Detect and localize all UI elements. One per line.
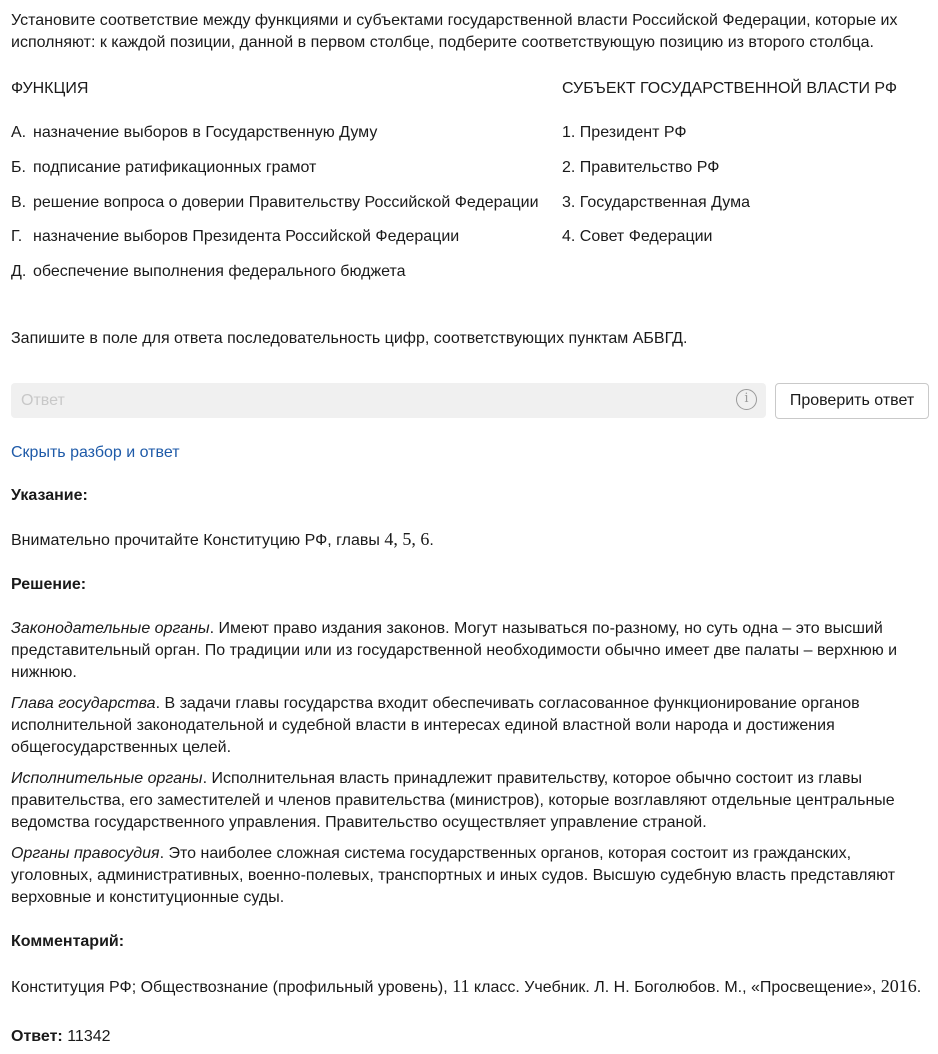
solution-term: Исполнительные органы xyxy=(11,770,203,787)
subjects-column-header: СУБЪЕКТ ГОСУДАРСТВЕННОЙ ВЛАСТИ РФ xyxy=(562,80,898,97)
solution-text: . Исполнительная власть принадлежит правительству, которое обычно состоит из главы правительства, его заместителей и членов правительства (министров), которые возглавляют отдельные центральные ведомства государственного управления. Правительство осуществляет управление страной. xyxy=(11,770,895,831)
solution-paragraph-executive xyxy=(11,768,923,834)
answer-instruction: Запишите в поле для ответа последовательность цифр, соответствующих пунктам АБВГД. xyxy=(11,330,688,347)
subject-item-3: 3. Государственная Дума xyxy=(562,194,751,211)
answer-field xyxy=(11,383,766,418)
function-letter: Д. xyxy=(11,263,27,280)
subject-item-1: 1. Президент РФ xyxy=(562,124,687,141)
function-text: назначение выборов в Государственную Думу xyxy=(33,124,378,141)
solution-text: . Имеют право издания законов. Могут называться по-разному, но суть одна – это высший представительный орган. По традиции или из государственной необходимости обычно имеет две палаты – верхнюю и нижнюю. xyxy=(11,620,898,681)
hint-chapters: 4, 5, 6 xyxy=(384,529,430,549)
function-letter: В. xyxy=(11,194,27,211)
comment-grade: 11 xyxy=(452,976,470,996)
comment-label: Комментарий: xyxy=(11,933,125,950)
subject-item-4: 4. Совет Федерации xyxy=(562,228,713,245)
solution-text: . Это наиболее сложная система государственных органов, которая состоит из гражданских, уголовных, административных, военно-полевых, транспортных и иных судов. Высшую судебную власть представляют верховные и конституционные суды. xyxy=(11,845,896,906)
function-letter: А. xyxy=(11,124,27,141)
answer-input[interactable] xyxy=(11,383,711,418)
task-text: Установите соответствие между функциями и субъектами государственной власти Российской Федерации, которые их исполняют: к каждой позиции, данной в первом столбце, подберите соответствующую позицию из второго столбца. xyxy=(11,12,898,51)
hide-solution-link[interactable]: Скрыть разбор и ответ xyxy=(11,444,180,461)
function-text: назначение выборов Президента Российской Федерации xyxy=(33,228,460,245)
function-item-v xyxy=(11,193,539,213)
final-answer-value: 11342 xyxy=(67,1028,111,1045)
solution-term: Органы правосудия xyxy=(11,845,160,862)
comment-text-c: . xyxy=(916,979,922,996)
info-icon[interactable]: i xyxy=(736,389,757,410)
solution-paragraph-legislative xyxy=(11,618,923,684)
function-letter: Г. xyxy=(11,228,23,245)
hint-text xyxy=(11,529,434,551)
comment-year: 2016 xyxy=(880,976,917,996)
function-item-b xyxy=(11,158,316,178)
function-item-g xyxy=(11,227,459,247)
function-text: решение вопроса о доверии Правительству Российской Федерации xyxy=(33,194,539,211)
solution-paragraph-head-of-state xyxy=(11,693,923,759)
subject-item-2: 2. Правительство РФ xyxy=(562,159,720,176)
comment-text-b: класс. Учебник. Л. Н. Боголюбов. М., «Просвещение», xyxy=(469,979,881,996)
final-answer-label: Ответ: xyxy=(11,1028,63,1045)
hint-text-after: . xyxy=(429,532,434,549)
function-text: обеспечение выполнения федерального бюджета xyxy=(33,263,406,280)
solution-label: Решение: xyxy=(11,576,87,593)
function-item-a xyxy=(11,123,377,143)
final-answer xyxy=(11,1027,111,1047)
function-text: подписание ратификационных грамот xyxy=(33,159,317,176)
hint-label: Указание: xyxy=(11,487,88,504)
comment-text-a: Конституция РФ; Обществознание (профильный уровень), xyxy=(11,979,453,996)
solution-text: . В задачи главы государства входит обеспечивать согласованное функционирование органов исполнительной законодательной и судебной власти в интересах единой властной воли народа и достижения общегосударственных целей. xyxy=(11,695,860,756)
solution-term: Глава государства xyxy=(11,695,156,712)
comment-text xyxy=(11,976,921,998)
check-answer-button[interactable]: Проверить ответ xyxy=(775,383,929,419)
solution-term: Законодательные органы xyxy=(11,620,210,637)
functions-column-header: ФУНКЦИЯ xyxy=(11,80,89,97)
hint-text-before: Внимательно прочитайте Конституцию РФ, главы xyxy=(11,532,385,549)
function-item-d xyxy=(11,262,406,282)
solution-paragraph-judiciary xyxy=(11,843,923,909)
function-letter: Б. xyxy=(11,159,26,176)
